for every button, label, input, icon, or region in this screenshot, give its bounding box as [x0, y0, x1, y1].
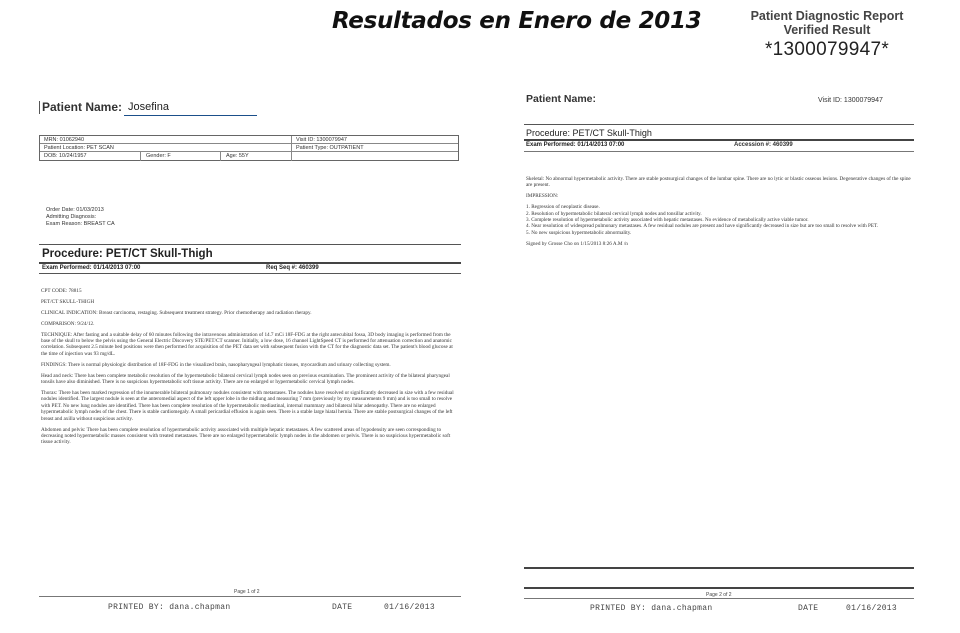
patient-name-label: Patient Name:	[42, 100, 123, 114]
technique: TECHNIQUE: After fasting and a suitable delay of 60 minutes following the intravenous administration of 14.7 mCi 18F-FDG at the right antecubital fossa, 3D body imaging is performed from the base of the skull to below the pelvis using the General Electric Discovery STE/PET/CT scanner. Initially, a low dose, 16 channel LightSpeed CT is performed for attenuation correction and anatomic correlation. Subsequent 2.5 minute bed positions were then performed for acquisition of the PET data set with subsequent fusion with the CT for the diagnostic data set. The patient's blood glucose at the time of injection was 93 mg/dL.	[41, 331, 453, 357]
accession: Accession #: 460399	[734, 142, 793, 148]
skeletal: Skeletal: No abnormal hypermetabolic activity. There are stable postsurgical changes of the lumbar spine. There are no lytic or blastic osseous lesions. Degenerative changes of the spine are present.	[526, 176, 911, 189]
admitting-diagnosis: Admitting Diagnosis:	[46, 214, 97, 220]
impression-title: IMPRESSION:	[526, 193, 559, 200]
printed-by: PRINTED BY: dana.chapman	[108, 603, 231, 612]
banner-title: Resultados en Enero de 2013	[332, 8, 702, 34]
date-label: DATE	[798, 604, 819, 613]
report-page-2	[518, 84, 922, 619]
info-divider	[140, 152, 141, 161]
dob: DOB: 10/24/1957	[44, 153, 87, 159]
impression-5: 5. No new suspicious hypermetabolic abnormality.	[526, 229, 632, 236]
order-date: Order Date: 01/03/2013	[46, 207, 104, 213]
patient-name-underline	[124, 115, 257, 116]
mrn: MRN: 01062940	[44, 137, 85, 143]
page-number: Page 1 of 2	[234, 589, 260, 595]
report-body-page-1	[41, 288, 459, 450]
patient-type: Patient Type: OUTPATIENT	[296, 145, 364, 151]
section-rule	[524, 139, 914, 141]
patient-location: Patient Location: PET SCAN	[44, 145, 114, 151]
footer-rule	[39, 596, 461, 597]
section-rule	[524, 124, 914, 125]
impression-3: 3. Complete resolution of hypermetabolic activity associated with hepatic metastases. No evidence of metabolically active viable tumor.	[526, 217, 809, 224]
gender: Gender: F	[146, 153, 171, 159]
footer-rule	[524, 598, 914, 599]
section-rule	[39, 244, 461, 245]
signature-rule	[524, 567, 914, 569]
signature-rule	[524, 587, 914, 589]
visit-id: Visit ID: 1300079947	[818, 97, 883, 104]
impression-2: 2. Resolution of hypermetabolic bilateral cervical lymph nodes and tonsillar activity.	[526, 210, 702, 217]
page-number: Page 2 of 2	[706, 592, 732, 598]
signed-by: Signed by Grosse Cho on 1/15/2013 8:26 A.M /n	[526, 240, 628, 247]
visit-id: Visit ID: 1300079947	[296, 137, 347, 143]
impression-1: 1. Regression of neoplastic disease.	[526, 204, 600, 211]
patient-name-value: Josefina	[128, 101, 169, 113]
comparison: COMPARISON: 9/24/12.	[41, 320, 95, 327]
req-seq: Req Seq #: 460399	[266, 265, 319, 271]
exam-performed: Exam Performed: 01/14/2013 07:00	[42, 265, 141, 271]
date-label: DATE	[332, 603, 353, 612]
clinical-indication: CLINICAL INDICATION: Breast carcinoma, restaging. Subsequent treatment strategy. Prior chemotherapy and radiation therapy.	[41, 309, 312, 316]
date-value: 01/16/2013	[846, 604, 898, 613]
impression-4: 4. Near resolution of widespread pulmonary metastases. A few residual nodules are present and have significantly decreased in size but are too small to resolve with PET.	[526, 223, 879, 230]
left-margin-mark	[39, 101, 40, 114]
study-name: PET/CT SKULL-THIGH	[41, 298, 95, 305]
age: Age: 55Y	[226, 153, 249, 159]
procedure-title: Procedure: PET/CT Skull-Thigh	[526, 128, 652, 138]
report-header-title: Patient Diagnostic Report	[750, 9, 904, 23]
info-divider	[291, 152, 292, 161]
report-header-status: Verified Result	[783, 23, 871, 37]
info-divider	[291, 136, 292, 152]
date-value: 01/16/2013	[384, 603, 436, 612]
info-divider	[220, 152, 221, 161]
report-body-page-2	[526, 176, 912, 252]
procedure-title: Procedure: PET/CT Skull-Thigh	[42, 248, 213, 260]
patient-name-label: Patient Name:	[526, 93, 597, 105]
section-rule	[39, 262, 461, 264]
exam-reason: Exam Reason: BREAST CA	[46, 221, 115, 227]
report-header-id: *1300079947*	[764, 39, 890, 60]
exam-performed: Exam Performed: 01/14/2013 07:00	[526, 142, 625, 148]
report-header	[742, 9, 912, 61]
info-row-1	[40, 136, 458, 144]
thorax: Thorax: There has been marked regression of the innumerable bilateral pulmonary nodules consistent with metastases. The nodules have resolved or significantly decreased in size with a few residual nodules identified. The largest nodule is seen at the anteromedial aspect of the left upper lobe in the midlung and measuring 7 mm (previously by my measurements 9 mm) and is too small to resolve with PET. No new lung nodules are identified. There has been complete resolution of the hypermetabolic mediastinal, internal mammary and bilateral hilar adenopathy. There are no enlarged hypermetabolic lymph nodes of the chest. There is stable cardiomegaly. A small pericardial effusion is again seen. There is a stable large hiatal hernia. There are stable postsurgical changes of the left breast and axilla without suspicious activity.	[41, 389, 454, 422]
patient-info-box	[39, 135, 459, 161]
printed-by: PRINTED BY: dana.chapman	[590, 604, 713, 613]
cpt-code: CPT CODE: 78815	[41, 288, 82, 294]
section-rule	[524, 151, 914, 152]
findings: FINDINGS: There is normal physiologic distribution of 18F-FDG in the visualized brain, nasopharyngeal lymphatic tissues, myocardium and urinary collecting system.	[41, 361, 391, 368]
section-rule	[39, 273, 461, 274]
head-neck: Head and neck: There has been complete metabolic resolution of the hypermetabolic bilateral cervical lymph nodes seen on previous examination. The prominent activity of the bilateral pharyngeal tonsils have also diminished. There is no suspicious hypermetabolic soft tissue activity. There are no enlarged or hypermetabolic cervical lymph nodes.	[41, 372, 450, 386]
abdomen-pelvis: Abdomen and pelvis: There has been complete resolution of hypermetabolic activity associated with multiple hepatic metastases. A few scattered areas of hypodensity are seen corresponding to decreasing noted hypermetabolic masses consistent with treated metastases. There are no enlarged hypermetabolic lymph nodes in the abdomen or pelvis. There is no suspicious hypermetabolic soft tissue activity.	[41, 426, 451, 446]
report-page-1	[34, 92, 464, 627]
info-row-3	[40, 152, 458, 160]
info-row-2	[40, 144, 458, 152]
